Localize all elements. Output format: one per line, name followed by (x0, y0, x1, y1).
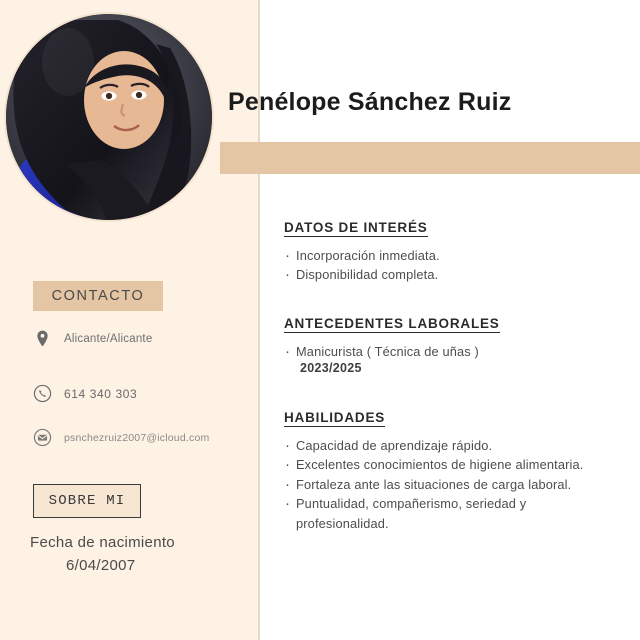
section-body (284, 342, 614, 375)
list-item: · Excelentes conocimientos de higiene alimentaria. (284, 455, 614, 474)
birth-date: 6/04/2007 (66, 557, 136, 575)
name-accent-band (220, 142, 640, 174)
section-title: HABILIDADES (284, 410, 386, 425)
avatar (6, 14, 212, 220)
section-antecedentes-laborales (284, 315, 614, 375)
list-item: · Incorporación inmediata. (284, 246, 614, 265)
list-item: · Capacidad de aprendizaje rápido. (284, 436, 614, 455)
email-icon (33, 428, 52, 447)
list-item: · Puntualidad, compañerismo, seriedad y profesionalidad. (284, 494, 614, 533)
contact-email-text: psnchezruiz2007@icloud.com (64, 431, 210, 444)
contact-heading-label: CONTACTO (51, 288, 145, 304)
birth-block (30, 531, 230, 578)
about-heading-label: SOBRE MI (48, 493, 126, 509)
section-habilidades (284, 409, 614, 533)
section-datos-de-interes (284, 219, 614, 285)
contact-phone-text: 614 340 303 (64, 386, 138, 401)
page-title: Penélope Sánchez Ruiz (228, 88, 512, 116)
list-item: · Fortaleza ante las situaciones de carga laboral. (284, 475, 614, 494)
phone-icon (33, 384, 52, 403)
location-pin-icon (33, 329, 52, 348)
contact-heading (33, 281, 163, 311)
contact-item-email (33, 428, 209, 447)
contact-item-phone (33, 384, 137, 403)
list-item: · Manicurista ( Técnica de uñas ) (284, 342, 614, 361)
section-title: ANTECEDENTES LABORALES (284, 316, 500, 331)
birth-label: Fecha de nacimiento (30, 534, 175, 551)
section-body (284, 436, 614, 533)
list-item: · Disponibilidad completa. (284, 265, 614, 284)
section-body (284, 246, 614, 285)
contact-location-text: Alicante/Alicante (64, 332, 153, 345)
portrait-photo-icon (6, 14, 212, 220)
contact-item-location (33, 329, 152, 348)
section-title: DATOS DE INTERÉS (284, 220, 428, 235)
about-heading (33, 484, 141, 518)
job-dates: 2023/2025 (300, 361, 362, 376)
